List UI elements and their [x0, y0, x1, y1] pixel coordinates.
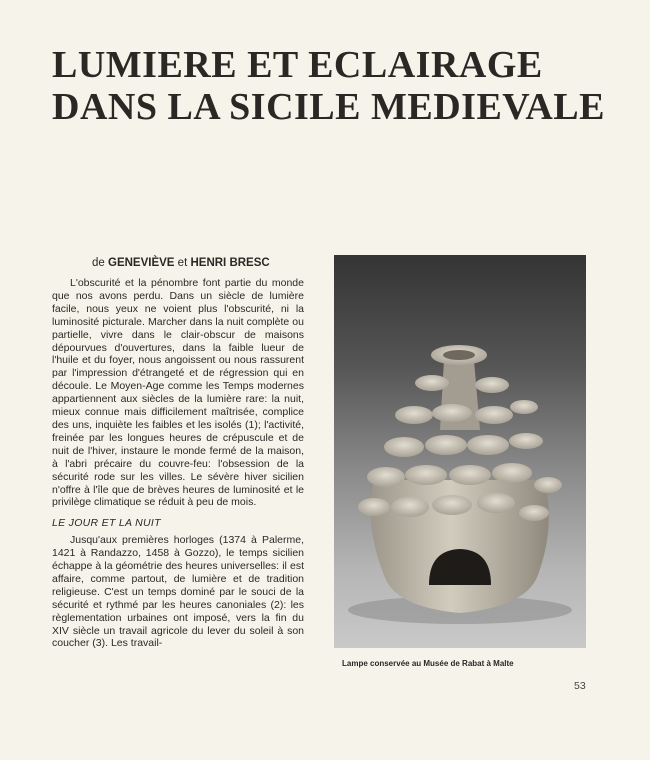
title-line-2: DANS LA SICILE MEDIEVALE — [52, 86, 605, 128]
page-number: 53 — [574, 680, 586, 692]
lamp-illustration — [334, 255, 586, 648]
section-paragraph: Jusqu'aux premières horloges (1374 à Palerme, 1421 à Randazzo, 1458 à Gozzo), le temps sicilien échappe à la géométrie des heures universelles: il est affaire, comme partout, de lumière et de tradition religieuse. C'est un temps dominé par le souci de la sécurité et rythmé par les heures canoniales (2): les règlementation urbaines ont imposé, vers la fin du XIV siècle un travail agricole du lever du soleil à son coucher (3). Les travail- — [52, 534, 304, 650]
byline-conjunction: et — [177, 257, 188, 269]
byline-prefix: de — [92, 257, 105, 269]
author-first: GENEVIÈVE — [108, 257, 175, 269]
article-title — [52, 44, 632, 128]
author-second: HENRI BRESC — [190, 257, 270, 269]
byline — [92, 257, 270, 269]
body-column — [52, 277, 304, 650]
intro-paragraph: L'obscurité et la pénombre font partie du monde que nos avons perdu. Dans un siècle de lumière facile, nous yeux ne voient plus l'obscurité, ni la luminosité picturale. Marcher dans la nuit complète ou partielle, vivre dans le clair-obscur de maisons dépourvues d'ouvertures, dans la faible lueur de l'huile et du foyer, nous angoissent ou nous rassurent par l'impression d'étrangeté et de régression qui en découle. Le Moyen-Age comme les Temps modernes appartiennent aux siècles de la lumière rare: la nuit, mieux connue mais difficilement maîtrisée, complice des uns, inquiète les faibles et les isolés (1); l'activité, freinée par les longues heures de crépuscule et de nuit de l'hiver, instaure le monde fermé de la maison, à l'abri précaire du couvre-feu: l'obsession de la sécurité rode sur les villes. Le sévère hiver sicilien n'offre à l'île que de brèves heures de luminosité et le privilège climatique se réduit à peu de mois. — [52, 277, 304, 509]
photo-caption: Lampe conservée au Musée de Rabat à Malte — [342, 659, 514, 668]
title-line-1: LUMIERE ET ECLAIRAGE — [52, 44, 543, 86]
section-heading: LE JOUR ET LA NUIT — [52, 517, 161, 530]
lamp-photograph — [334, 255, 586, 648]
